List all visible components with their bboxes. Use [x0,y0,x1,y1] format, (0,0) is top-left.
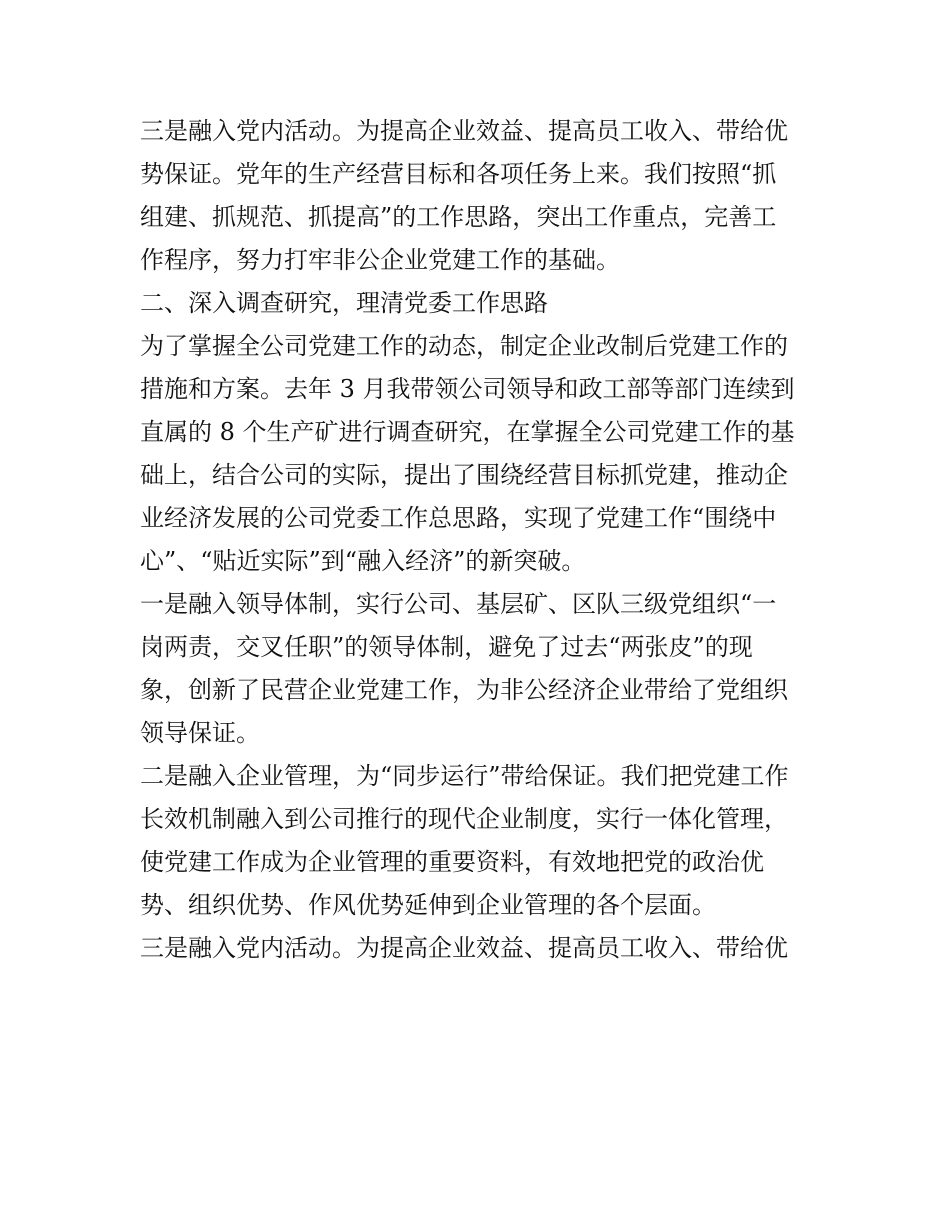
text-line: 三是融入党内活动。为提高企业效益、提高员工收入、带给优 [140,117,788,145]
body-text [140,110,830,970]
text-line: 心”、“贴近实际”到“融入经济”的新突破。 [140,547,586,575]
text-line: 象，创新了民营企业党建工作，为非公经济企业带给了党组织 [140,676,788,704]
section-heading: 二、深入调查研究，理清党委工作思路 [140,289,548,317]
text-line: 作程序，努力打牢非公企业党建工作的基础。 [140,246,620,274]
text-line: 础上，结合公司的实际，提出了围绕经营目标抓党建，推动企 [140,461,788,489]
text-line: 措施和方案。去年 3 月我带领公司领导和政工部等部门连续到 [140,375,795,403]
text-line: 一是融入领导体制，实行公司、基层矿、区队三级党组织“一 [140,590,777,618]
text-line: 领导保证。 [140,719,260,747]
text-line: 二是融入企业管理，为“同步运行”带给保证。我们把党建工作 [140,762,789,790]
text-line: 三是融入党内活动。为提高企业效益、提高员工收入、带给优 [140,934,788,962]
text-line: 组建、抓规范、抓提高”的工作思路，突出工作重点，完善工 [140,203,777,231]
text-line: 业经济发展的公司党委工作总思路，实现了党建工作“围绕中 [140,504,777,532]
text-line: 为了掌握全公司党建工作的动态，制定企业改制后党建工作的 [140,332,788,360]
text-line: 长效机制融入到公司推行的现代企业制度，实行一体化管理， [140,805,788,833]
text-line: 直属的 8 个生产矿进行调查研究，在掌握全公司党建工作的基 [140,418,795,446]
text-line: 势、组织优势、作风优势延伸到企业管理的各个层面。 [140,891,716,919]
text-line: 势保证。党年的生产经营目标和各项任务上来。我们按照“抓 [140,160,777,188]
text-line: 使党建工作成为企业管理的重要资料，有效地把党的政治优 [140,848,764,876]
text-line: 岗两责，交叉任职”的领导体制，避免了过去“两张皮”的现 [140,633,753,661]
